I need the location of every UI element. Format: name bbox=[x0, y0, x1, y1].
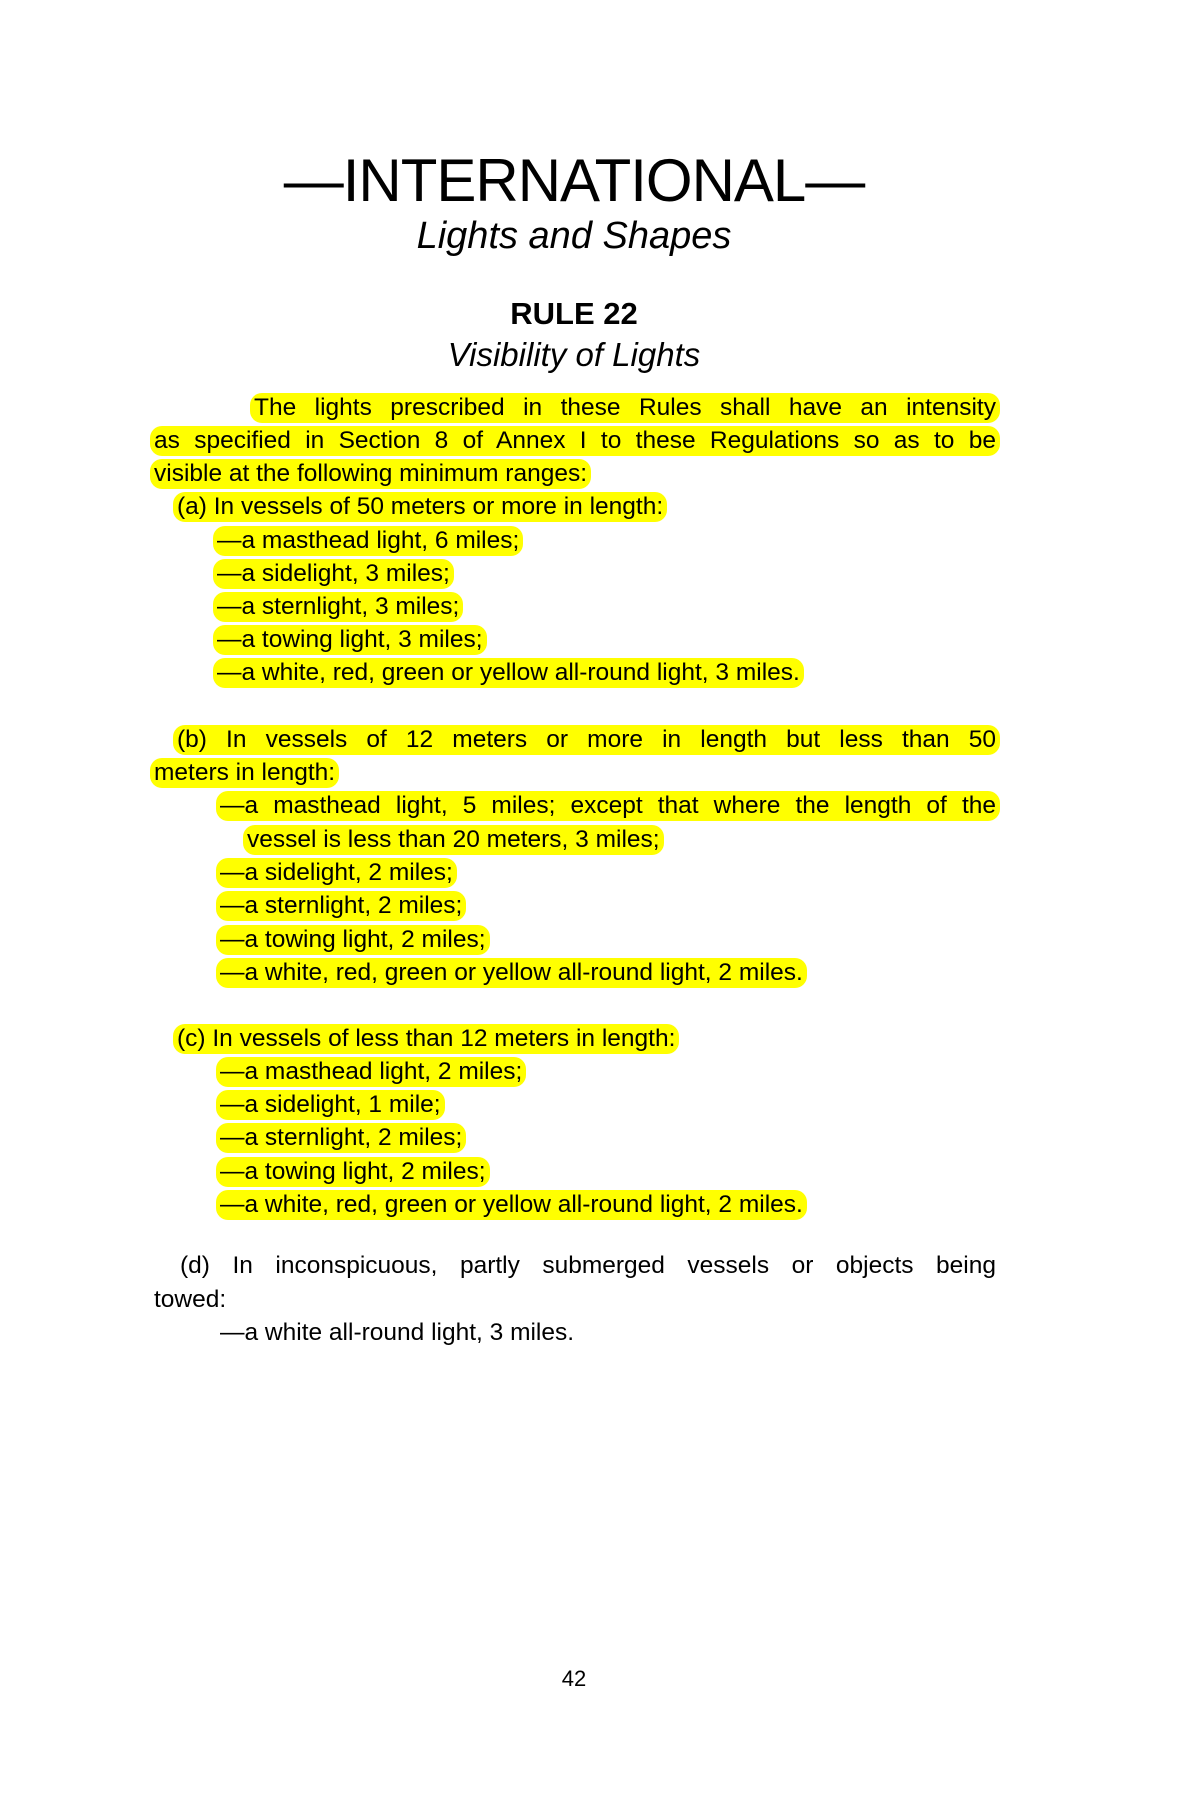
paragraph-a-item: —a masthead light, 6 miles; bbox=[213, 526, 523, 556]
paragraph-b-item: —a sternlight, 2 miles; bbox=[216, 891, 466, 921]
paragraph-c-item: —a sternlight, 2 miles; bbox=[216, 1123, 466, 1153]
paragraph-a-item: —a towing light, 3 miles; bbox=[213, 625, 487, 655]
paragraph-a-item: —a sternlight, 3 miles; bbox=[213, 592, 463, 622]
intro-line: The lights prescribed in these Rules shall have an intensity bbox=[250, 393, 1000, 423]
paragraph-b-item: vessel is less than 20 meters, 3 miles; bbox=[243, 825, 664, 855]
paragraph-c-item: —a masthead light, 2 miles; bbox=[216, 1057, 526, 1087]
paragraph-d-heading: (d) In inconspicuous, partly submerged vessels or objects being bbox=[180, 1252, 996, 1279]
paragraph-c-item: —a white, red, green or yellow all-round light, 2 miles. bbox=[216, 1190, 807, 1220]
paragraph-b-item: —a sidelight, 2 miles; bbox=[216, 858, 457, 888]
rule-title: Visibility of Lights bbox=[447, 336, 701, 373]
paragraph-b-item: —a towing light, 2 miles; bbox=[216, 925, 490, 955]
rule-number: RULE 22 bbox=[510, 296, 638, 331]
section-title: —INTERNATIONAL— bbox=[283, 147, 865, 214]
page-number: 42 bbox=[561, 1666, 587, 1691]
paragraph-b-item: —a masthead light, 5 miles; except that where the length of the bbox=[216, 791, 1000, 821]
paragraph-b-item: —a white, red, green or yellow all-round light, 2 miles. bbox=[216, 958, 807, 988]
paragraph-b-heading: meters in length: bbox=[150, 758, 339, 788]
paragraph-a-item: —a white, red, green or yellow all-round light, 3 miles. bbox=[213, 658, 804, 688]
paragraph-c-item: —a sidelight, 1 mile; bbox=[216, 1090, 445, 1120]
section-subtitle: Lights and Shapes bbox=[416, 215, 732, 257]
paragraph-b-heading: (b) In vessels of 12 meters or more in length but less than 50 bbox=[173, 725, 1000, 755]
paragraph-a-heading: (a) In vessels of 50 meters or more in length: bbox=[173, 492, 667, 522]
paragraph-a-item: —a sidelight, 3 miles; bbox=[213, 559, 454, 589]
paragraph-c-item: —a towing light, 2 miles; bbox=[216, 1157, 490, 1187]
intro-line: as specified in Section 8 of Annex I to these Regulations so as to be bbox=[150, 426, 1000, 456]
paragraph-d-item: —a white all-round light, 3 miles. bbox=[220, 1319, 575, 1346]
paragraph-d-heading: towed: bbox=[154, 1286, 227, 1313]
paragraph-c-heading: (c) In vessels of less than 12 meters in length: bbox=[173, 1024, 679, 1054]
intro-line: visible at the following minimum ranges: bbox=[150, 459, 591, 489]
